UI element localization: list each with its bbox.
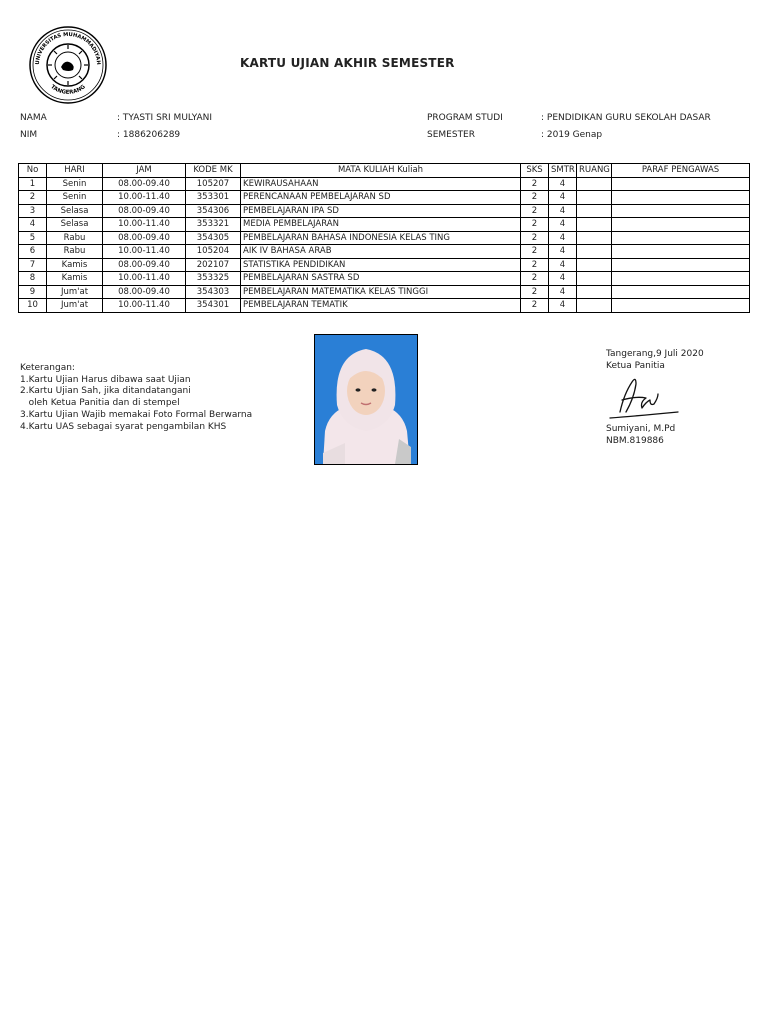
- col-jam: JAM: [103, 164, 186, 178]
- cell-mata-kuliah: PEMBELAJARAN IPA SD: [241, 204, 521, 218]
- cell-jam: 08.00-09.40: [103, 177, 186, 191]
- cell-paraf: [612, 218, 750, 232]
- cell-no: 10: [19, 299, 47, 313]
- table-row: [19, 204, 750, 218]
- cell-no: 1: [19, 177, 47, 191]
- svg-text:TANGERANG: TANGERANG: [49, 84, 87, 96]
- table-header-row: [19, 164, 750, 178]
- student-photo: [314, 334, 418, 465]
- semester-label: SEMESTER: [427, 130, 476, 140]
- cell-paraf: [612, 258, 750, 272]
- cell-ruang: [577, 218, 612, 232]
- semester-value: : 2019 Genap: [541, 130, 603, 140]
- cell-mata-kuliah: STATISTIKA PENDIDIKAN: [241, 258, 521, 272]
- col-ruang: RUANG: [577, 164, 612, 178]
- table-row: [19, 272, 750, 286]
- cell-sks: 2: [521, 204, 549, 218]
- cell-hari: Senin: [47, 191, 103, 205]
- cell-jam: 10.00-11.40: [103, 191, 186, 205]
- col-smtr: SMTR: [549, 164, 577, 178]
- cell-paraf: [612, 272, 750, 286]
- cell-smtr: 4: [549, 191, 577, 205]
- table-row: [19, 231, 750, 245]
- cell-paraf: [612, 285, 750, 299]
- cell-jam: 08.00-09.40: [103, 231, 186, 245]
- cell-mata-kuliah: PEMBELAJARAN SASTRA SD: [241, 272, 521, 286]
- cell-kode-mk: 354301: [186, 299, 241, 313]
- cell-sks: 2: [521, 218, 549, 232]
- cell-jam: 08.00-09.40: [103, 204, 186, 218]
- cell-smtr: 4: [549, 204, 577, 218]
- cell-kode-mk: 353321: [186, 218, 241, 232]
- cell-no: 7: [19, 258, 47, 272]
- cell-paraf: [612, 191, 750, 205]
- cell-hari: Selasa: [47, 218, 103, 232]
- cell-kode-mk: 105204: [186, 245, 241, 259]
- cell-smtr: 4: [549, 272, 577, 286]
- cell-smtr: 4: [549, 177, 577, 191]
- note-item: 3.Kartu Ujian Wajib memakai Foto Formal Berwarna: [20, 409, 253, 420]
- cell-ruang: [577, 191, 612, 205]
- cell-hari: Rabu: [47, 231, 103, 245]
- cell-kode-mk: 105207: [186, 177, 241, 191]
- cell-sks: 2: [521, 272, 549, 286]
- signatory-name: Sumiyani, M.Pd: [606, 424, 676, 434]
- cell-no: 2: [19, 191, 47, 205]
- cell-no: 9: [19, 285, 47, 299]
- table-row: [19, 218, 750, 232]
- cell-mata-kuliah: PEMBELAJARAN TEMATIK: [241, 299, 521, 313]
- cell-jam: 08.00-09.40: [103, 258, 186, 272]
- cell-smtr: 4: [549, 231, 577, 245]
- cell-sks: 2: [521, 177, 549, 191]
- cell-hari: Senin: [47, 177, 103, 191]
- svg-text:UNIVERSITAS MUHAMMADIYAH: UNIVERSITAS MUHAMMADIYAH: [34, 31, 102, 65]
- cell-mata-kuliah: KEWIRAUSAHAAN: [241, 177, 521, 191]
- cell-jam: 08.00-09.40: [103, 285, 186, 299]
- cell-ruang: [577, 245, 612, 259]
- place-date: Tangerang,9 Juli 2020: [606, 349, 704, 359]
- cell-jam: 10.00-11.40: [103, 218, 186, 232]
- cell-sks: 2: [521, 285, 549, 299]
- signatory-role: Ketua Panitia: [606, 360, 665, 371]
- cell-sks: 2: [521, 258, 549, 272]
- cell-mata-kuliah: AIK IV BAHASA ARAB: [241, 245, 521, 259]
- nim-value: : 1886206289: [117, 130, 181, 140]
- col-sks: SKS: [521, 164, 549, 178]
- cell-sks: 2: [521, 245, 549, 259]
- table-row: [19, 258, 750, 272]
- cell-no: 3: [19, 204, 47, 218]
- cell-kode-mk: 202107: [186, 258, 241, 272]
- cell-mata-kuliah: PEMBELAJARAN BAHASA INDONESIA KELAS TING: [241, 231, 521, 245]
- cell-paraf: [612, 299, 750, 313]
- cell-kode-mk: 354303: [186, 285, 241, 299]
- cell-kode-mk: 353301: [186, 191, 241, 205]
- cell-smtr: 4: [549, 299, 577, 313]
- table-row: [19, 299, 750, 313]
- cell-no: 6: [19, 245, 47, 259]
- cell-hari: Kamis: [47, 258, 103, 272]
- handwritten-signature: [606, 372, 682, 422]
- prodi-value: : PENDIDIKAN GURU SEKOLAH DASAR: [541, 113, 711, 123]
- cell-jam: 10.00-11.40: [103, 299, 186, 313]
- cell-mata-kuliah: PERENCANAAN PEMBELAJARAN SD: [241, 191, 521, 205]
- note-item: oleh Ketua Panitia dan di stempel: [20, 398, 180, 409]
- cell-sks: 2: [521, 191, 549, 205]
- prodi-label: PROGRAM STUDI: [427, 113, 503, 123]
- cell-hari: Rabu: [47, 245, 103, 259]
- cell-paraf: [612, 177, 750, 191]
- cell-kode-mk: 354306: [186, 204, 241, 218]
- exam-schedule-table: [18, 163, 750, 313]
- cell-smtr: 4: [549, 258, 577, 272]
- cell-kode-mk: 353325: [186, 272, 241, 286]
- cell-hari: Kamis: [47, 272, 103, 286]
- cell-ruang: [577, 231, 612, 245]
- note-item: 1.Kartu Ujian Harus dibawa saat Ujian: [20, 374, 191, 385]
- cell-jam: 10.00-11.40: [103, 272, 186, 286]
- cell-hari: Jum'at: [47, 299, 103, 313]
- nama-label: NAMA: [20, 113, 47, 123]
- notes-heading: Keterangan:: [20, 363, 75, 373]
- cell-ruang: [577, 299, 612, 313]
- cell-no: 4: [19, 218, 47, 232]
- nama-value: : TYASTI SRI MULYANI: [117, 113, 213, 123]
- cell-ruang: [577, 258, 612, 272]
- col-hari: HARI: [47, 164, 103, 178]
- cell-smtr: 4: [549, 218, 577, 232]
- cell-hari: Selasa: [47, 204, 103, 218]
- cell-ruang: [577, 285, 612, 299]
- col-no: No: [19, 164, 47, 178]
- col-kode-mk: KODE MK: [186, 164, 241, 178]
- col-mata-kuliah: MATA KULIAH Kuliah: [241, 164, 521, 178]
- table-row: [19, 245, 750, 259]
- signatory-nbm: NBM.819886: [606, 435, 664, 446]
- table-row: [19, 191, 750, 205]
- cell-smtr: 4: [549, 245, 577, 259]
- cell-ruang: [577, 177, 612, 191]
- cell-mata-kuliah: MEDIA PEMBELAJARAN: [241, 218, 521, 232]
- cell-hari: Jum'at: [47, 285, 103, 299]
- col-paraf-pengawas: PARAF PENGAWAS: [612, 164, 750, 178]
- cell-paraf: [612, 245, 750, 259]
- cell-kode-mk: 354305: [186, 231, 241, 245]
- cell-paraf: [612, 204, 750, 218]
- cell-no: 8: [19, 272, 47, 286]
- cell-ruang: [577, 204, 612, 218]
- page-title: KARTU UJIAN AKHIR SEMESTER: [240, 56, 455, 70]
- notes: [20, 363, 252, 433]
- cell-ruang: [577, 272, 612, 286]
- cell-mata-kuliah: PEMBELAJARAN MATEMATIKA KELAS TINGGI: [241, 285, 521, 299]
- nim-label: NIM: [20, 130, 38, 140]
- table-row: [19, 285, 750, 299]
- cell-paraf: [612, 231, 750, 245]
- cell-sks: 2: [521, 299, 549, 313]
- cell-no: 5: [19, 231, 47, 245]
- university-logo: [27, 25, 109, 105]
- cell-smtr: 4: [549, 285, 577, 299]
- table-row: [19, 177, 750, 191]
- note-item: 4.Kartu UAS sebagai syarat pengambilan KHS: [20, 421, 227, 432]
- note-item: 2.Kartu Ujian Sah, jika ditandatangani: [20, 386, 191, 397]
- cell-jam: 10.00-11.40: [103, 245, 186, 259]
- cell-sks: 2: [521, 231, 549, 245]
